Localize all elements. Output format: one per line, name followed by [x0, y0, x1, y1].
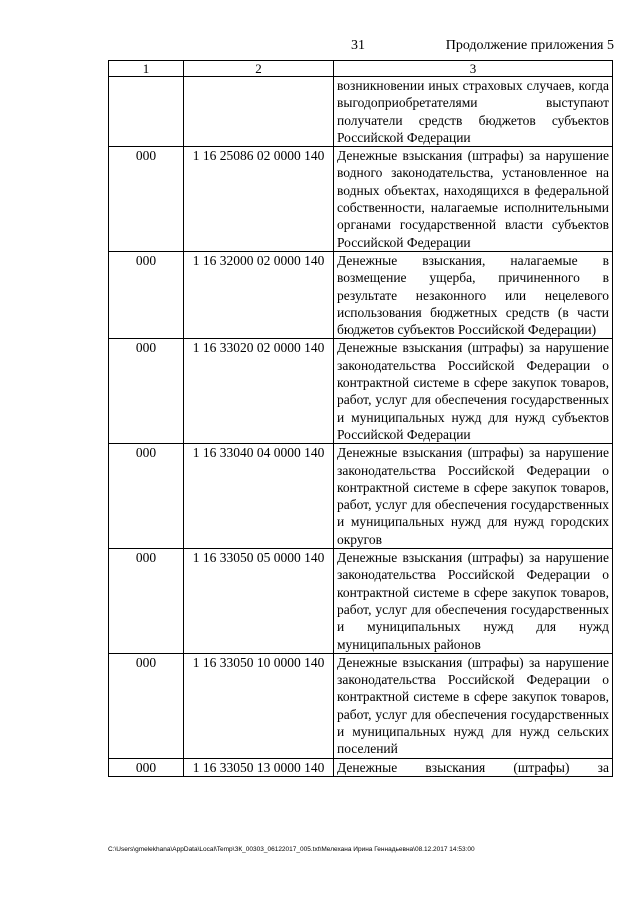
budget-code-cell — [184, 77, 334, 147]
table-row — [109, 147, 613, 252]
table-row — [109, 653, 613, 758]
budget-codes-table — [108, 60, 613, 777]
description-cell: Денежные взыскания (штрафы) за нарушение законодательства Российской Федерации о контрактной системе в сфере закупок товаров, работ, услуг для обеспечения государственных и муниципальных нужд для нужд муниципальных районов — [334, 549, 613, 654]
admin-code-cell: 000 — [109, 339, 184, 444]
column-header-2: 2 — [184, 61, 334, 77]
budget-code-cell: 1 16 25086 02 0000 140 — [184, 147, 334, 252]
budget-code-cell: 1 16 33020 02 0000 140 — [184, 339, 334, 444]
budget-code-cell: 1 16 33050 13 0000 140 — [184, 758, 334, 776]
table-row — [109, 549, 613, 654]
description-cell: Денежные взыскания, налагаемые в возмещение ущерба, причиненного в результате незаконного или нецелевого использования бюджетных средств (в части бюджетов субъектов Российской Федерации) — [334, 251, 613, 338]
admin-code-cell — [109, 77, 184, 147]
column-number-row — [109, 61, 613, 77]
admin-code-cell: 000 — [109, 444, 184, 549]
description-cell: Денежные взыскания (штрафы) за нарушение водного законодательства, установленное на водных объектах, находящихся в федеральной собственности, налагаемые исполнительными органами государственной власти субъектов Российской Федерации — [334, 147, 613, 252]
admin-code-cell: 000 — [109, 653, 184, 758]
description-cell: Денежные взыскания (штрафы) за нарушение законодательства Российской Федерации о контрактной системе в сфере закупок товаров, работ, услуг для обеспечения государственных и муниципальных нужд для нужд субъектов Российской Федерации — [334, 339, 613, 444]
admin-code-cell: 000 — [109, 251, 184, 338]
budget-code-cell: 1 16 32000 02 0000 140 — [184, 251, 334, 338]
description-cell: Денежные взыскания (штрафы) за нарушение законодательства Российской Федерации о контрактной системе в сфере закупок товаров, работ, услуг для обеспечения государственных и муниципальных нужд для нужд городских округов — [334, 444, 613, 549]
table-row — [109, 339, 613, 444]
continuation-title: Продолжение приложения 5 — [445, 38, 614, 53]
table-row — [109, 251, 613, 338]
description-cell: возникновении иных страховых случаев, когда выгодоприобретателями выступают получатели средств бюджетов субъектов Российской Федерации — [334, 77, 613, 147]
budget-code-cell: 1 16 33040 04 0000 140 — [184, 444, 334, 549]
table-row — [109, 444, 613, 549]
column-header-3: 3 — [334, 61, 613, 77]
admin-code-cell: 000 — [109, 758, 184, 776]
budget-code-cell: 1 16 33050 05 0000 140 — [184, 549, 334, 654]
file-path-footer: C:\Users\gmelekhana\AppData\Local\Temp\ЗК_00303_06122017_005.txt\Мелехана Ирина Геннадьевна\08.12.2017 14:53:00 — [108, 846, 475, 853]
table-row — [109, 77, 613, 147]
description-cell: Денежные взыскания (штрафы) за — [334, 758, 613, 776]
column-header-1: 1 — [109, 61, 184, 77]
admin-code-cell: 000 — [109, 549, 184, 654]
page-number: 31 — [351, 38, 365, 53]
budget-code-cell: 1 16 33050 10 0000 140 — [184, 653, 334, 758]
description-cell: Денежные взыскания (штрафы) за нарушение законодательства Российской Федерации о контрактной системе в сфере закупок товаров, работ, услуг для обеспечения государственных и муниципальных нужд для нужд сельских поселений — [334, 653, 613, 758]
admin-code-cell: 000 — [109, 147, 184, 252]
table-row — [109, 758, 613, 776]
